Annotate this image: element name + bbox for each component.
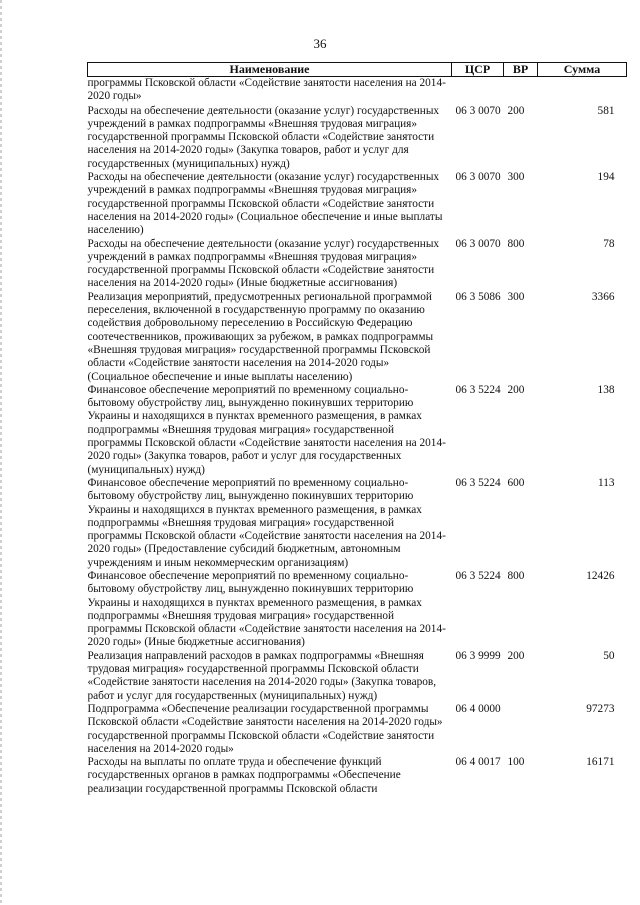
header-sum: Сумма [538,63,627,77]
row-sum: 3366 [591,290,615,303]
row-sum: 138 [597,383,615,396]
row-csr: 06 3 5224 [455,383,501,396]
row-vr: 200 [507,649,525,662]
row-sum: 16171 [586,756,615,769]
table-row [88,384,627,477]
row-csr: 06 3 9999 [455,649,501,662]
row-csr: 06 3 5224 [455,569,501,582]
table-row [88,570,627,650]
table-row [88,756,627,796]
row-vr: 800 [507,569,525,582]
row-csr: 06 3 0070 [455,171,501,184]
row-sum: 97273 [586,702,615,715]
header-name: Наименование [88,63,452,77]
row-csr: 06 3 5086 [455,290,501,303]
header-vr: ВР [504,63,538,77]
table-row [88,291,627,384]
table-header-row [88,63,627,77]
row-vr: 800 [507,237,525,250]
row-name: Финансовое обеспечение мероприятий по временному социально-бытовому обустройству лиц, вынужденно покинувших территорию Украины и находящихся в пунктах временного размещения, в рамках подпрограммы «Внешняя трудовая миграция» государственной программы Псковской области «Содействие занятости населения на 2014-2020 годы» (Иные бюджетные ассигнования) [87,569,446,649]
table-row [88,171,627,237]
row-csr: 06 3 0070 [455,237,501,250]
scan-edge [0,0,2,905]
table-row [88,703,627,756]
row-vr: 300 [507,290,525,303]
row-csr: 06 3 0070 [455,104,501,117]
row-name: Расходы на выплаты по оплате труда и обеспечение функций государственных органов в рамках подпрограммы «Обеспечение реализации государственной программы Псковской области [87,756,401,795]
row-vr [504,703,538,756]
header-csr: ЦСР [452,63,504,77]
row-csr: 06 3 5224 [455,476,501,489]
budget-table [87,62,627,796]
row-name: Расходы на обеспечение деятельности (оказание услуг) государственных учреждений в рамках подпрограммы «Внешняя трудовая миграция» государственной программы Псковской области «Содействие занятости населения на 2014-2020 годы» (Социальное обеспечение и иные выплаты населению) [87,171,443,237]
table-row [88,77,627,105]
row-sum: 12426 [586,569,615,582]
row-sum [538,77,627,105]
row-name: Реализация мероприятий, предусмотренных региональной программой переселения, включенной в государственную программу по оказанию содействия добровольному переселению в Российскую Федерацию соотечественников, проживающих за рубежом, в рамках подпрограммы «Внешняя трудовая миграция» государственной программы Псковской области «Содействие занятости населения на 2014-2020 годы» (Социальное обеспечение и иные выплаты населению) [87,290,434,383]
row-vr: 600 [507,476,525,489]
row-name: Реализация направлений расходов в рамках подпрограммы «Внешняя трудовая миграция» государственной программы Псковской области «Содействие занятости населения на 2014-2020 годы» (Закупка товаров, работ и услуг для государственных (муниципальных) нужд) [87,649,437,702]
row-sum: 113 [597,476,615,489]
row-name: Расходы на обеспечение деятельности (оказание услуг) государственных учреждений в рамках подпрограммы «Внешняя трудовая миграция» государственной программы Псковской области «Содействие занятости населения на 2014-2020 годы» (Иные бюджетные ассигнования) [87,237,440,290]
row-csr [452,77,504,105]
page-number: 36 [313,36,327,51]
row-vr: 200 [507,104,525,117]
row-sum: 581 [597,104,615,117]
row-sum: 78 [603,237,615,250]
row-sum: 50 [603,649,615,662]
row-name: программы Псковской области «Содействие занятости населения на 2014-2020 годы» [87,77,446,103]
row-vr: 200 [507,383,525,396]
row-vr [504,77,538,105]
row-csr: 06 4 0000 [455,702,501,715]
row-name: Подпрограмма «Обеспечение реализации государственной программы Псковской области «Содействие занятости населения на 2014-2020 годы» государственной программы Псковской области «Содействие занятости населения на 2014-2020 годы» [87,702,443,755]
row-csr: 06 4 0017 [455,756,501,769]
row-name: Финансовое обеспечение мероприятий по временному социально-бытовому обустройству лиц, вынужденно покинувших территорию Украины и находящихся в пунктах временного размещения, в рамках подпрограммы «Внешняя трудовая миграция» государственной программы Псковской области «Содействие занятости населения на 2014-2020 годы» (Предоставление субсидий бюджетным, автономным учреждениям и иным некоммерческим организациям) [87,476,446,569]
row-sum: 194 [597,171,615,184]
table-row [88,477,627,570]
table-row [88,650,627,703]
row-vr: 100 [507,756,525,769]
table-row [88,238,627,291]
row-name: Финансовое обеспечение мероприятий по временному социально-бытовому обустройству лиц, вынужденно покинувших территорию Украины и находящихся в пунктах временного размещения, в рамках подпрограммы «Внешняя трудовая миграция» государственной программы Псковской области «Содействие занятости населения на 2014-2020 годы» (Закупка товаров, работ и услуг для государственных (муниципальных) нужд) [87,383,446,476]
row-name: Расходы на обеспечение деятельности (оказание услуг) государственных учреждений в рамках подпрограммы «Внешняя трудовая миграция» государственной программы Псковской области «Содействие занятости населения на 2014-2020 годы» (Закупка товаров, работ и услуг для государственных (муниципальных) нужд) [87,104,440,170]
table-row [88,105,627,171]
row-vr: 300 [507,171,525,184]
